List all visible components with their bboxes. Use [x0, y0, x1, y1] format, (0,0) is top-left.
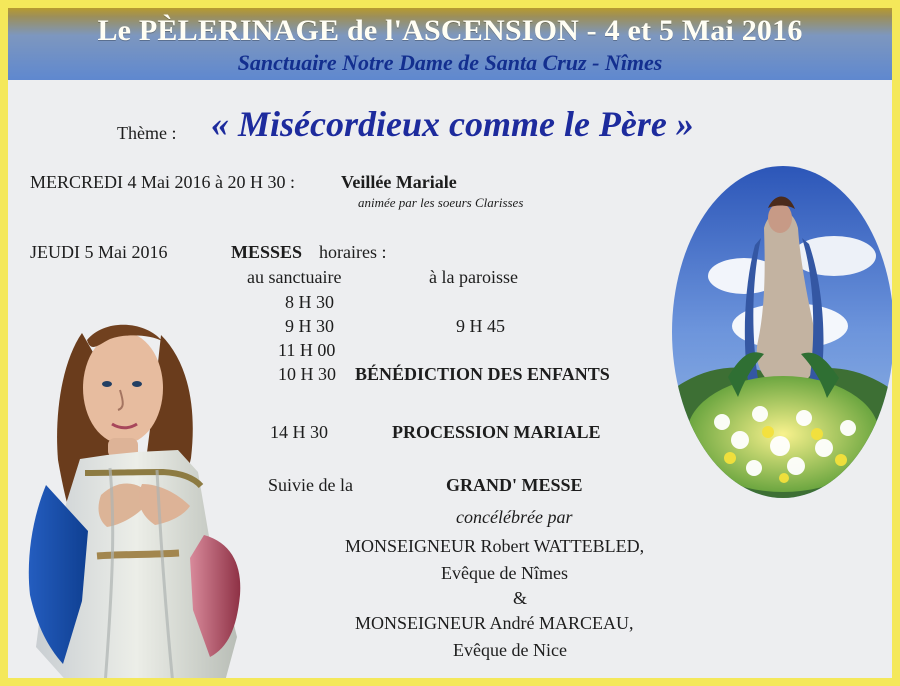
sanctuary-label: au sanctuaire: [247, 267, 342, 287]
thursday-date: JEUDI 5 Mai 2016: [30, 242, 168, 262]
followed-by-text: Suivie de la: [268, 475, 353, 495]
theme-label: Thème :: [117, 123, 177, 143]
masses-title: MESSES: [231, 242, 303, 262]
masses-suffix: horaires :: [319, 242, 387, 262]
sanctuary-time-1: 8 H 30: [285, 292, 334, 312]
parish-time: 9 H 45: [456, 316, 505, 336]
concelebrated-text: concélébrée par: [456, 507, 573, 527]
celebrant-2: MONSEIGNEUR André MARCEAU,: [355, 613, 634, 633]
grand-messe-text: GRAND' MESSE: [446, 475, 583, 495]
header-banner: [8, 8, 892, 80]
theme-title: « Misécordieux comme le Père »: [211, 104, 694, 144]
right-statue-image: [672, 166, 894, 498]
wednesday-note: animée par les soeurs Clarisses: [358, 195, 524, 210]
wednesday-date-time: MERCREDI 4 Mai 2016 à 20 H 30 :: [30, 172, 295, 192]
header-subtitle: Sanctuaire Notre Dame de Santa Cruz - Nîmes: [237, 50, 663, 75]
celebrant-1: MONSEIGNEUR Robert WATTEBLED,: [345, 536, 645, 556]
left-statue-image: [28, 308, 248, 685]
procession-time: 14 H 30: [270, 422, 328, 442]
sanctuary-time-4: 10 H 30: [278, 364, 336, 384]
wednesday-event: Veillée Mariale: [341, 172, 457, 192]
procession-text: PROCESSION MARIALE: [392, 422, 601, 442]
sanctuary-time-2: 9 H 30: [285, 316, 334, 336]
celebrant-2-title: Evêque de Nice: [453, 640, 567, 660]
sanctuary-time-3: 11 H 00: [278, 340, 336, 360]
ampersand-text: &: [513, 588, 528, 608]
celebrant-1-title: Evêque de Nîmes: [441, 563, 568, 583]
parish-label: à la paroisse: [429, 267, 518, 287]
header-title: Le PÈLERINAGE de l'ASCENSION - 4 et 5 Mai 2016: [97, 14, 803, 47]
benediction-text: BÉNÉDICTION DES ENFANTS: [355, 364, 610, 384]
